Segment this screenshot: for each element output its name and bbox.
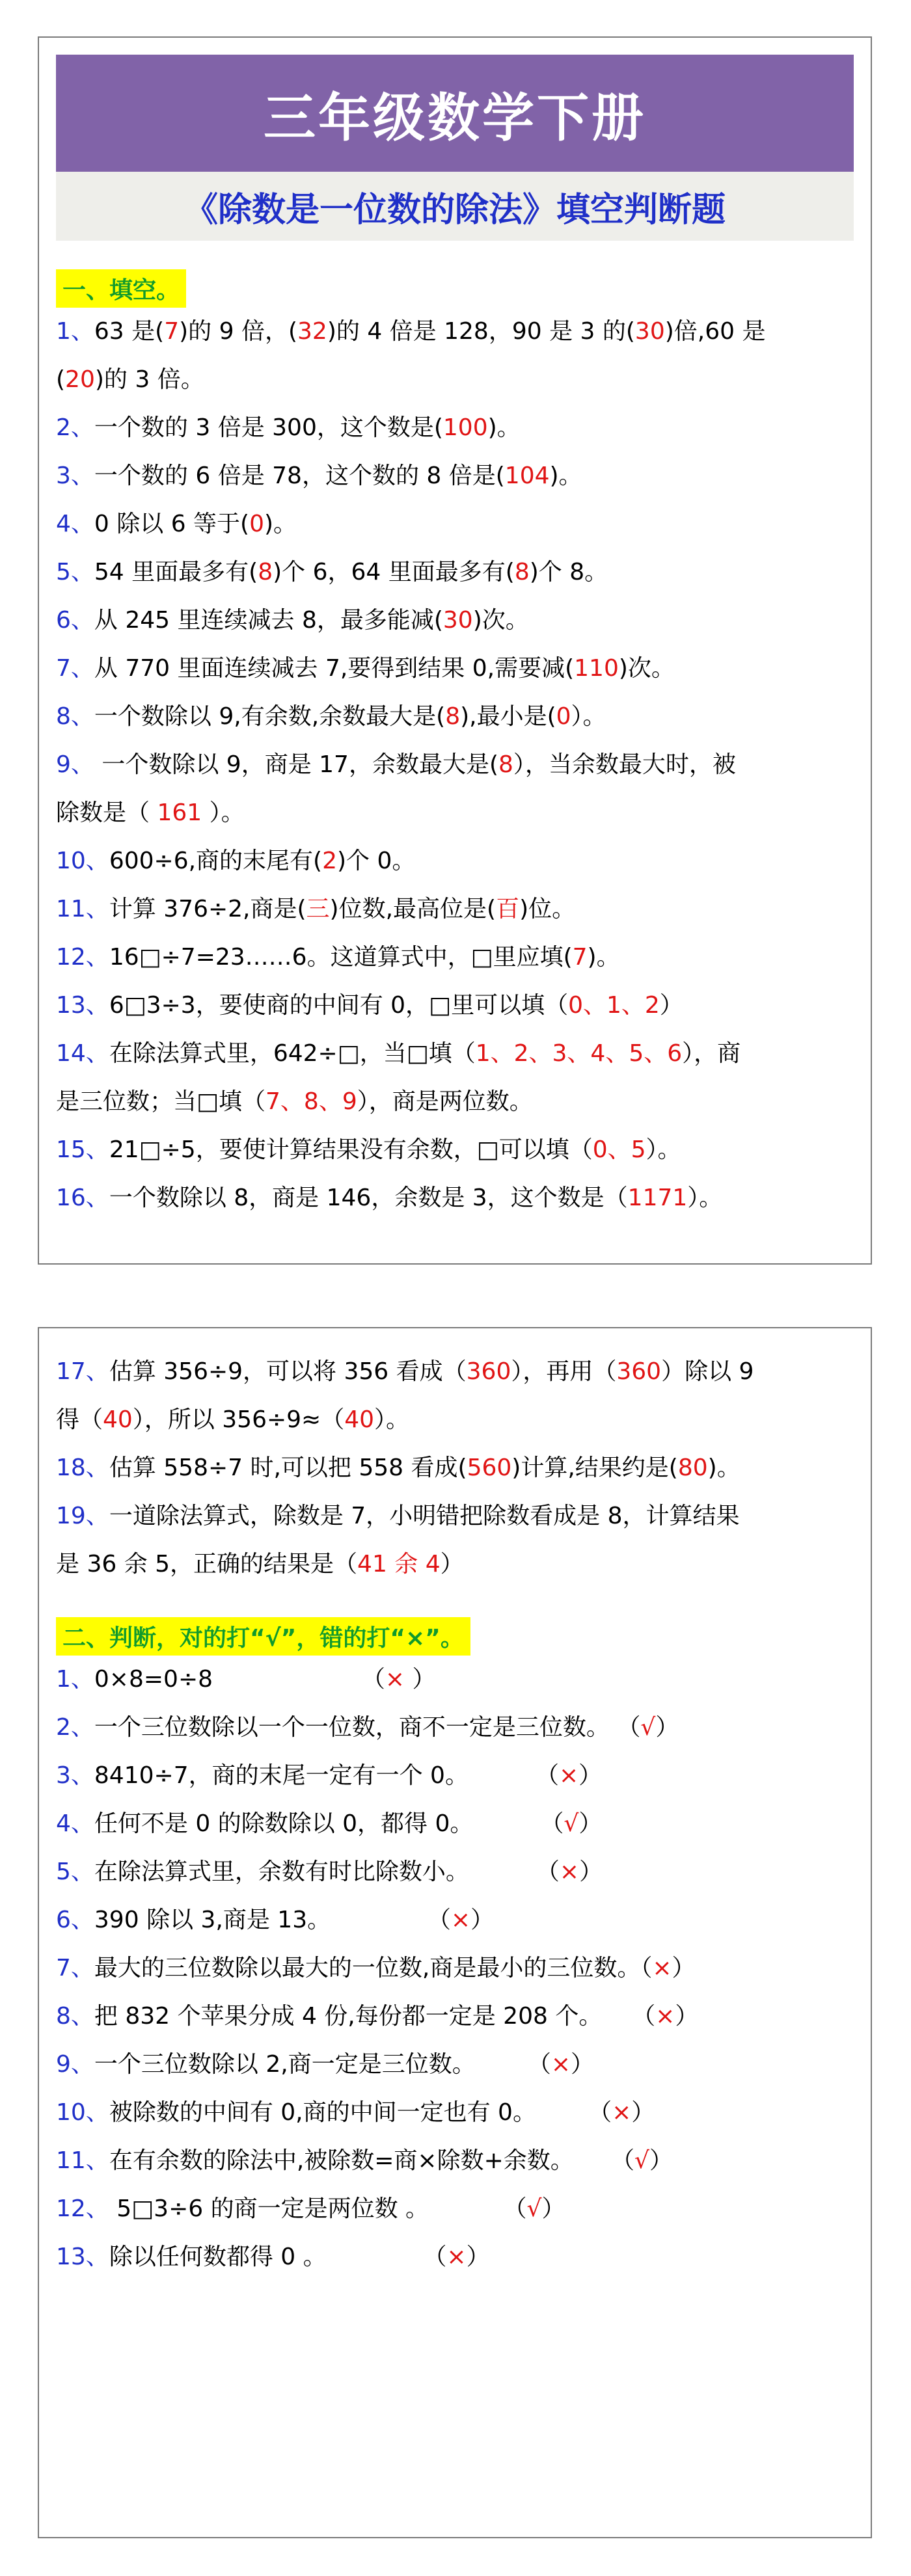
question-text: )。 bbox=[264, 511, 297, 537]
question-text: 除数是（ bbox=[56, 799, 157, 826]
question-text: 得（ bbox=[56, 1406, 103, 1433]
fill-question bbox=[56, 356, 854, 404]
question-text: 从 245 里连续减去 8，最多能减( bbox=[94, 607, 443, 634]
fill-question bbox=[56, 885, 854, 933]
fill-question-list bbox=[56, 308, 854, 1222]
answer: 百 bbox=[496, 896, 520, 922]
question-number: 17、 bbox=[56, 1358, 109, 1385]
fill-question bbox=[56, 1492, 854, 1540]
answer: 560 bbox=[467, 1455, 512, 1481]
question-number: 13、 bbox=[56, 992, 109, 1019]
question-text: )计算,结果约是( bbox=[511, 1455, 678, 1481]
answer: 7 bbox=[164, 318, 180, 345]
judge-question bbox=[56, 1800, 854, 1848]
check-mark-icon: √ bbox=[640, 1714, 656, 1741]
question-number: 2、 bbox=[56, 414, 94, 441]
answer: 8 bbox=[498, 751, 513, 778]
judge-question bbox=[56, 1704, 854, 1752]
question-text: 8410÷7，商的末尾一定有一个 0。 bbox=[94, 1762, 536, 1789]
answer-paren-open: （ bbox=[535, 1762, 559, 1789]
answer: 30 bbox=[634, 318, 665, 345]
question-text: 5□3÷6 的商一定是两位数 。 bbox=[109, 2195, 504, 2222]
question-text: 是 36 余 5，正确的结果是（ bbox=[56, 1551, 358, 1577]
question-text: 一个数除以 8，商是 146，余数是 3，这个数是（ bbox=[109, 1185, 628, 1211]
question-text: 63 是( bbox=[94, 318, 165, 345]
question-text: 最大的三位数除以最大的一位数,商是最小的三位数。 bbox=[94, 1955, 641, 1981]
question-text: ），再用（ bbox=[511, 1358, 617, 1385]
answer: 40 bbox=[344, 1406, 375, 1433]
cross-mark-icon: × bbox=[551, 2051, 571, 2078]
question-number: 9、 bbox=[56, 751, 94, 778]
question-text: ），商 bbox=[682, 1040, 741, 1067]
answer-paren-close: ） bbox=[466, 2244, 490, 2270]
answer: 360 bbox=[616, 1358, 662, 1385]
question-text: ）除以 9 bbox=[661, 1358, 754, 1385]
fill-question bbox=[56, 789, 854, 837]
question-text: 一个数的 6 倍是 78，这个数的 8 倍是( bbox=[94, 463, 505, 489]
question-text: 一个数的 3 倍是 300，这个数是( bbox=[94, 414, 443, 441]
fill-question bbox=[56, 452, 854, 500]
question-text: 一个数除以 9，商是 17，余数最大是( bbox=[94, 751, 498, 778]
question-number: 19、 bbox=[56, 1503, 109, 1529]
judge-question bbox=[56, 2185, 854, 2233]
question-number: 1、 bbox=[56, 1666, 94, 1693]
answer-paren-open: （ bbox=[527, 2051, 551, 2078]
question-number: 12、 bbox=[56, 2195, 109, 2222]
question-number: 4、 bbox=[56, 511, 94, 537]
answer: 三 bbox=[306, 896, 330, 922]
fill-question bbox=[56, 933, 854, 982]
answer: 20 bbox=[65, 366, 95, 393]
fill-question bbox=[56, 597, 854, 645]
fill-question bbox=[56, 1126, 854, 1174]
question-text: 390 除以 3,商是 13。 bbox=[94, 1907, 428, 1933]
answer-paren-open: （ bbox=[632, 2003, 656, 2030]
answer: 40 bbox=[103, 1406, 133, 1433]
question-text: 把 832 个苹果分成 4 份,每份都一定是 208 个。 bbox=[94, 2003, 632, 2030]
question-text: )。 bbox=[707, 1455, 741, 1481]
question-text: ）。 bbox=[202, 799, 245, 826]
cross-mark-icon: × bbox=[558, 1762, 579, 1789]
answer-paren-close: ） bbox=[579, 1858, 603, 1885]
question-number: 3、 bbox=[56, 1762, 94, 1789]
question-number: 4、 bbox=[56, 1810, 94, 1837]
answer: 0 bbox=[249, 511, 264, 537]
question-text: 一道除法算式，除数是 7，小明错把除数看成是 8，计算结果 bbox=[109, 1503, 740, 1529]
fill-question-list-continued bbox=[56, 1348, 854, 1589]
question-number: 1、 bbox=[56, 318, 94, 345]
fill-question bbox=[56, 1078, 854, 1126]
check-mark-icon: √ bbox=[526, 2195, 542, 2222]
question-number: 5、 bbox=[56, 1858, 94, 1885]
question-text: 0×8=0÷8 bbox=[94, 1666, 362, 1693]
worksheet-page-1 bbox=[38, 36, 872, 1265]
question-text: ），商是两位数。 bbox=[357, 1088, 533, 1115]
question-text: ） bbox=[659, 992, 683, 1019]
question-text: 在除法算式里，余数有时比除数小。 bbox=[94, 1858, 536, 1885]
answer: 0、5 bbox=[592, 1136, 646, 1163]
answer: 0 bbox=[556, 703, 571, 730]
question-text: 16□÷7=23……6。这道算式中，□里应填( bbox=[109, 944, 573, 971]
fill-question bbox=[56, 741, 854, 789]
cross-mark-icon: × bbox=[652, 1955, 672, 1981]
answer: 1171 bbox=[627, 1185, 688, 1211]
fill-question bbox=[56, 1174, 854, 1222]
fill-question bbox=[56, 500, 854, 548]
question-text: 计算 376÷2,商是( bbox=[109, 896, 306, 922]
answer-paren-open: （ bbox=[588, 2099, 612, 2126]
question-text: )个 6，64 里面最多有( bbox=[273, 559, 515, 585]
cross-mark-icon: × bbox=[446, 2244, 467, 2270]
fill-question bbox=[56, 308, 854, 356]
question-text: ） bbox=[440, 1551, 464, 1577]
question-text: )位数,最高位是( bbox=[329, 896, 496, 922]
answer-paren-close: ） bbox=[571, 2051, 595, 2078]
cross-mark-icon: × bbox=[385, 1666, 405, 1693]
judge-heading: 二、判断，对的打“√”，错的打“×”。 bbox=[56, 1617, 470, 1656]
question-number: 15、 bbox=[56, 1136, 109, 1163]
question-text: 6□3÷3，要使商的中间有 0，□里可以填（ bbox=[109, 992, 569, 1019]
question-text: 一个数除以 9,有余数,余数最大是( bbox=[94, 703, 446, 730]
answer-paren-close: ） bbox=[405, 1666, 436, 1693]
fill-section bbox=[39, 241, 871, 1222]
answer: 110 bbox=[574, 655, 619, 682]
answer: 0、1、2 bbox=[568, 992, 660, 1019]
worksheet-page-2 bbox=[38, 1327, 872, 2538]
fill-question bbox=[56, 1396, 854, 1444]
question-number: 18、 bbox=[56, 1455, 109, 1481]
fill-question bbox=[56, 1444, 854, 1492]
judge-question bbox=[56, 1848, 854, 1896]
question-text: 除以任何数都得 0 。 bbox=[109, 2244, 424, 2270]
question-number: 11、 bbox=[56, 2147, 109, 2174]
answer-paren-close: ） bbox=[655, 1714, 679, 1741]
question-text: 估算 558÷7 时,可以把 558 看成( bbox=[109, 1455, 467, 1481]
answer: 8 bbox=[445, 703, 461, 730]
question-text: 一个三位数除以一个一位数，商不一定是三位数。 bbox=[94, 1714, 618, 1741]
question-text: 在有余数的除法中,被除数=商×除数+余数。 bbox=[109, 2147, 611, 2174]
question-text: 估算 356÷9，可以将 356 看成（ bbox=[109, 1358, 467, 1385]
cross-mark-icon: × bbox=[655, 2003, 675, 2030]
answer: 7 bbox=[572, 944, 588, 971]
answer-paren-close: ） bbox=[631, 2099, 655, 2126]
fill-heading: 一、填空。 bbox=[56, 269, 186, 308]
answer-paren-close: ） bbox=[578, 1810, 603, 1837]
answer-paren-open: （ bbox=[640, 1955, 653, 1981]
question-text: 一个三位数除以 2,商一定是三位数。 bbox=[94, 2051, 528, 2078]
question-number: 3、 bbox=[56, 463, 94, 489]
answer: 161 bbox=[157, 799, 202, 826]
question-number: 14、 bbox=[56, 1040, 109, 1067]
judge-question bbox=[56, 1752, 854, 1800]
answer: 1、2、3、4、5、6 bbox=[475, 1040, 683, 1067]
question-text: ）。 bbox=[571, 703, 606, 730]
answer-paren-open: （ bbox=[427, 1907, 451, 1933]
question-text: 600÷6,商的末尾有( bbox=[109, 848, 323, 874]
question-number: 8、 bbox=[56, 2003, 94, 2030]
question-text: ）。 bbox=[687, 1185, 723, 1211]
question-number: 10、 bbox=[56, 2099, 109, 2126]
fill-question bbox=[56, 1540, 854, 1589]
question-number: 16、 bbox=[56, 1185, 109, 1211]
question-number: 2、 bbox=[56, 1714, 94, 1741]
question-text: )。 bbox=[487, 414, 521, 441]
answer: 7、8、9 bbox=[265, 1088, 357, 1115]
question-number: 5、 bbox=[56, 559, 94, 585]
question-number: 6、 bbox=[56, 1907, 94, 1933]
question-text: )次。 bbox=[472, 607, 529, 634]
judge-question bbox=[56, 1944, 854, 1992]
fill-question bbox=[56, 837, 854, 885]
question-text: 54 里面最多有( bbox=[94, 559, 258, 585]
judge-question bbox=[56, 2041, 854, 2089]
question-text: )的 3 倍。 bbox=[94, 366, 204, 393]
answer-paren-open: （ bbox=[540, 1810, 564, 1837]
question-text: ),最小是( bbox=[460, 703, 556, 730]
cross-mark-icon: × bbox=[612, 2099, 632, 2126]
judge-question bbox=[56, 1992, 854, 2041]
answer-paren-open: （ bbox=[610, 2147, 634, 2174]
answer-paren-close: ） bbox=[470, 1907, 495, 1933]
question-text: ）。 bbox=[374, 1406, 410, 1433]
answer-paren-open: （ bbox=[423, 2244, 447, 2270]
question-text: 0 除以 6 等于( bbox=[94, 511, 250, 537]
fill-question bbox=[56, 982, 854, 1030]
fill-question bbox=[56, 693, 854, 741]
question-number: 7、 bbox=[56, 655, 94, 682]
answer-paren-close: ） bbox=[675, 2003, 699, 2030]
answer: 100 bbox=[442, 414, 488, 441]
answer: 32 bbox=[297, 318, 327, 345]
question-text: ）。 bbox=[646, 1136, 681, 1163]
question-number: 6、 bbox=[56, 607, 94, 634]
question-number: 13、 bbox=[56, 2244, 109, 2270]
answer-paren-open: （ bbox=[361, 1666, 385, 1693]
cross-mark-icon: × bbox=[559, 1858, 580, 1885]
question-text: )倍,60 是 bbox=[664, 318, 766, 345]
answer-paren-open: （ bbox=[617, 1714, 641, 1741]
answer: 8 bbox=[514, 559, 530, 585]
question-text: 是三位数；当□填（ bbox=[56, 1088, 266, 1115]
subtitle: 《除数是一位数的除法》填空判断题 bbox=[56, 172, 854, 241]
judge-question bbox=[56, 2137, 854, 2185]
question-number: 9、 bbox=[56, 2051, 94, 2078]
check-mark-icon: √ bbox=[564, 1810, 579, 1837]
question-text: ），当余数最大时，被 bbox=[513, 751, 736, 778]
answer-paren-close: ） bbox=[541, 2195, 565, 2222]
answer-paren-close: ） bbox=[649, 2147, 673, 2174]
cross-mark-icon: × bbox=[450, 1907, 471, 1933]
fill-question bbox=[56, 404, 854, 452]
question-text: 从 770 里面连续减去 7,要得到结果 0,需要减( bbox=[94, 655, 575, 682]
question-text: 被除数的中间有 0,商的中间一定也有 0。 bbox=[109, 2099, 589, 2126]
question-text: )的 4 倍是 128，90 是 3 的( bbox=[327, 318, 635, 345]
question-text: )个 8。 bbox=[529, 559, 608, 585]
answer: 360 bbox=[466, 1358, 511, 1385]
judge-question bbox=[56, 1896, 854, 1944]
question-number: 10、 bbox=[56, 848, 109, 874]
judge-question bbox=[56, 2233, 854, 2281]
question-text: ( bbox=[56, 366, 66, 393]
question-text: ），所以 356÷9≈（ bbox=[132, 1406, 345, 1433]
check-mark-icon: √ bbox=[634, 2147, 649, 2174]
fill-question bbox=[56, 548, 854, 597]
question-text: )次。 bbox=[618, 655, 675, 682]
question-text: 任何不是 0 的除数除以 0，都得 0。 bbox=[94, 1810, 541, 1837]
answer-paren-close: ） bbox=[672, 1955, 696, 1981]
fill-question bbox=[56, 645, 854, 693]
judge-question bbox=[56, 1656, 854, 1704]
fill-section-continued bbox=[39, 1328, 871, 2281]
fill-question bbox=[56, 1030, 854, 1078]
question-text: 在除法算式里，642÷□，当□填（ bbox=[109, 1040, 476, 1067]
answer: 2 bbox=[322, 848, 337, 874]
question-text: )位。 bbox=[519, 896, 576, 922]
main-title: 三年级数学下册 bbox=[56, 55, 854, 172]
judge-question bbox=[56, 2089, 854, 2137]
question-text: )。 bbox=[587, 944, 620, 971]
question-number: 12、 bbox=[56, 944, 109, 971]
answer-paren-close: ） bbox=[578, 1762, 603, 1789]
answer-paren-open: （ bbox=[536, 1858, 560, 1885]
answer: 8 bbox=[258, 559, 273, 585]
answer-paren-open: （ bbox=[503, 2195, 527, 2222]
question-text: )。 bbox=[549, 463, 582, 489]
answer: 104 bbox=[504, 463, 550, 489]
question-text: 21□÷5，要使计算结果没有余数，□可以填（ bbox=[109, 1136, 593, 1163]
answer: 30 bbox=[442, 607, 473, 634]
answer: 41 余 4 bbox=[357, 1551, 441, 1577]
answer: 80 bbox=[677, 1455, 708, 1481]
fill-question bbox=[56, 1348, 854, 1396]
question-number: 8、 bbox=[56, 703, 94, 730]
question-text: )个 0。 bbox=[337, 848, 416, 874]
question-number: 7、 bbox=[56, 1955, 94, 1981]
question-text: )的 9 倍，( bbox=[179, 318, 298, 345]
question-number: 11、 bbox=[56, 896, 109, 922]
judge-question-list bbox=[56, 1656, 854, 2281]
